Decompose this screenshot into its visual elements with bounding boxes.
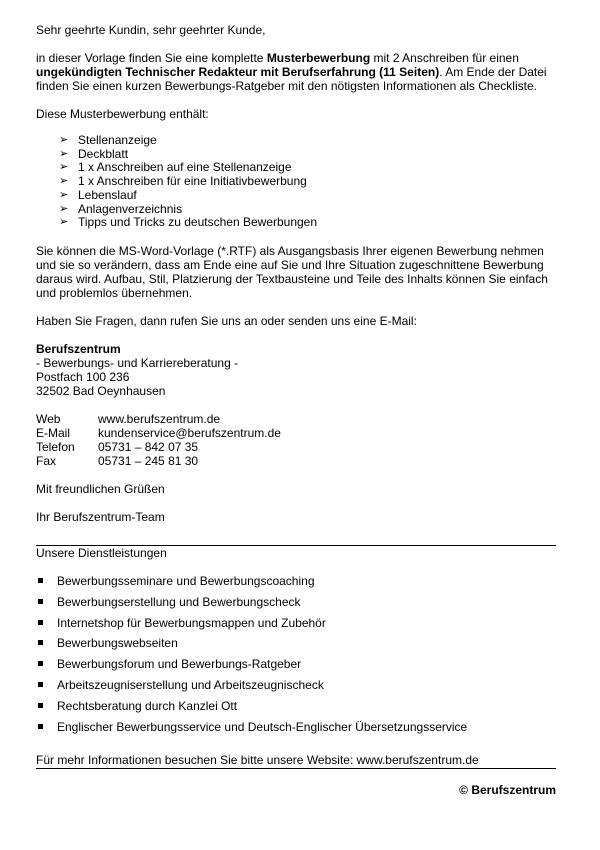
- intro-text-3: . Am Ende der Datei finden Sie einen kurzen Bewerbungs-Ratgeber mit den nötigsten Informationen als Checkliste.: [36, 65, 547, 93]
- square-bullet-icon: [38, 620, 43, 625]
- city: 32502 Bad Oeynhausen: [36, 383, 166, 398]
- address-block: [36, 342, 556, 398]
- web-label: Web: [36, 411, 61, 426]
- greeting: Sehr geehrte Kundin, sehr geehrter Kunde,: [36, 23, 266, 37]
- more-info: Für mehr Informationen besuchen Sie bitte unsere Website: www.berufszentrum.de: [36, 753, 479, 768]
- services-heading: Unsere Dienstleistungen: [36, 545, 167, 560]
- signature: Ihr Berufszentrum-Team: [36, 509, 165, 524]
- fax-value: 05731 – 245 81 30: [98, 453, 199, 468]
- contents-item-label: 1 x Anschreiben für eine Initiativbewerbung: [78, 174, 307, 189]
- service-item-label: Bewerbungsseminare und Bewerbungscoaching: [57, 573, 315, 588]
- square-bullet-icon: [38, 640, 43, 645]
- contents-item: [59, 161, 556, 175]
- contents-heading: Diese Musterbewerbung enthält:: [36, 107, 209, 121]
- email-label: E-Mail: [36, 425, 71, 440]
- square-bullet-icon: [38, 724, 43, 729]
- contents-item-label: Stellenanzeige: [78, 133, 157, 147]
- phone-value: 05731 – 842 07 35: [98, 439, 199, 454]
- contents-item-label: Lebenslauf: [78, 187, 137, 202]
- usage-paragraph: Sie können die MS-Word-Vorlage (*.RTF) als Ausgangsbasis Ihrer eigenen Bewerbung nehmen und sie so verändern, dass am Ende eine auf Sie und Ihre Situation zugeschnittene Bewerbung daraus wird. Aufbau, Stil, Platzierung der Textbausteine und Teile des Inhalts können Sie einfach und problemlos übernehmen.: [36, 243, 548, 300]
- service-item: [36, 678, 556, 692]
- services-list: [36, 574, 556, 734]
- company-name: Berufszentrum: [36, 341, 121, 356]
- service-item-label: Internetshop für Bewerbungsmappen und Zubehör: [57, 615, 326, 630]
- contents-item: [59, 203, 556, 217]
- service-item: [36, 720, 556, 734]
- closing: Mit freundlichen Grüßen: [36, 481, 165, 496]
- contents-item-label: Anlagenverzeichnis: [78, 201, 183, 216]
- service-item: [36, 636, 556, 650]
- postbox: Postfach 100 236: [36, 369, 130, 384]
- intro-bold-1: Musterbewerbung: [266, 51, 371, 65]
- arrow-bullet-icon: ➢: [59, 202, 69, 215]
- contents-item: [59, 148, 556, 162]
- contact-block: [36, 412, 556, 468]
- intro-text-1: in dieser Vorlage finden Sie eine komplette: [36, 51, 267, 65]
- service-item: [36, 657, 556, 671]
- contents-item: [59, 189, 556, 203]
- company-subtitle: - Bewerbungs- und Karriereberatung -: [36, 355, 239, 370]
- service-item: [36, 595, 556, 609]
- square-bullet-icon: [38, 578, 43, 583]
- contents-item-label: 1 x Anschreiben auf eine Stellenanzeige: [78, 160, 292, 175]
- fax-label: Fax: [36, 453, 57, 468]
- contents-item-label: Deckblatt: [78, 146, 129, 161]
- arrow-bullet-icon: ➢: [59, 161, 69, 174]
- intro-text-2: mit 2 Anschreiben für einen: [370, 51, 519, 65]
- email-link[interactable]: kundenservice@berufszentrum.de: [98, 425, 281, 440]
- phone-label: Telefon: [36, 439, 75, 454]
- contents-item-label: Tipps und Tricks zu deutschen Bewerbungen: [78, 215, 318, 230]
- service-item-label: Bewerbungserstellung und Bewerbungscheck: [57, 594, 301, 609]
- arrow-bullet-icon: ➢: [59, 188, 69, 201]
- contents-item: [59, 175, 556, 189]
- contents-item: [59, 134, 556, 148]
- questions-paragraph: Haben Sie Fragen, dann rufen Sie uns an oder senden uns eine E-Mail:: [36, 313, 417, 328]
- contents-item: [59, 216, 556, 230]
- square-bullet-icon: [38, 682, 43, 687]
- square-bullet-icon: [38, 599, 43, 604]
- contents-list: [36, 134, 556, 230]
- service-item-label: Bewerbungswebseiten: [57, 636, 178, 651]
- arrow-bullet-icon: ➢: [59, 134, 69, 146]
- arrow-bullet-icon: ➢: [59, 175, 69, 188]
- document-page: [36, 23, 556, 797]
- intro-bold-2: ungekündigten Technischer Redakteur mit Berufserfahrung (11 Seiten): [36, 65, 440, 79]
- square-bullet-icon: [38, 661, 43, 666]
- service-item: [36, 699, 556, 713]
- copyright: © Berufszentrum: [459, 783, 556, 798]
- service-item: [36, 616, 556, 630]
- service-item-label: Englischer Bewerbungsservice und Deutsch-Englischer Übersetzungsservice: [57, 719, 468, 734]
- web-link[interactable]: www.berufszentrum.de: [98, 411, 221, 426]
- square-bullet-icon: [38, 703, 43, 708]
- service-item-label: Bewerbungsforum und Bewerbungs-Ratgeber: [57, 657, 302, 672]
- arrow-bullet-icon: ➢: [59, 147, 69, 160]
- arrow-bullet-icon: ➢: [59, 216, 69, 229]
- intro-paragraph: [36, 51, 556, 93]
- service-item-label: Rechtsberatung durch Kanzlei Ott: [57, 698, 238, 713]
- service-item: [36, 574, 556, 588]
- service-item-label: Arbeitszeugniserstellung und Arbeitszeugnischeck: [57, 677, 324, 692]
